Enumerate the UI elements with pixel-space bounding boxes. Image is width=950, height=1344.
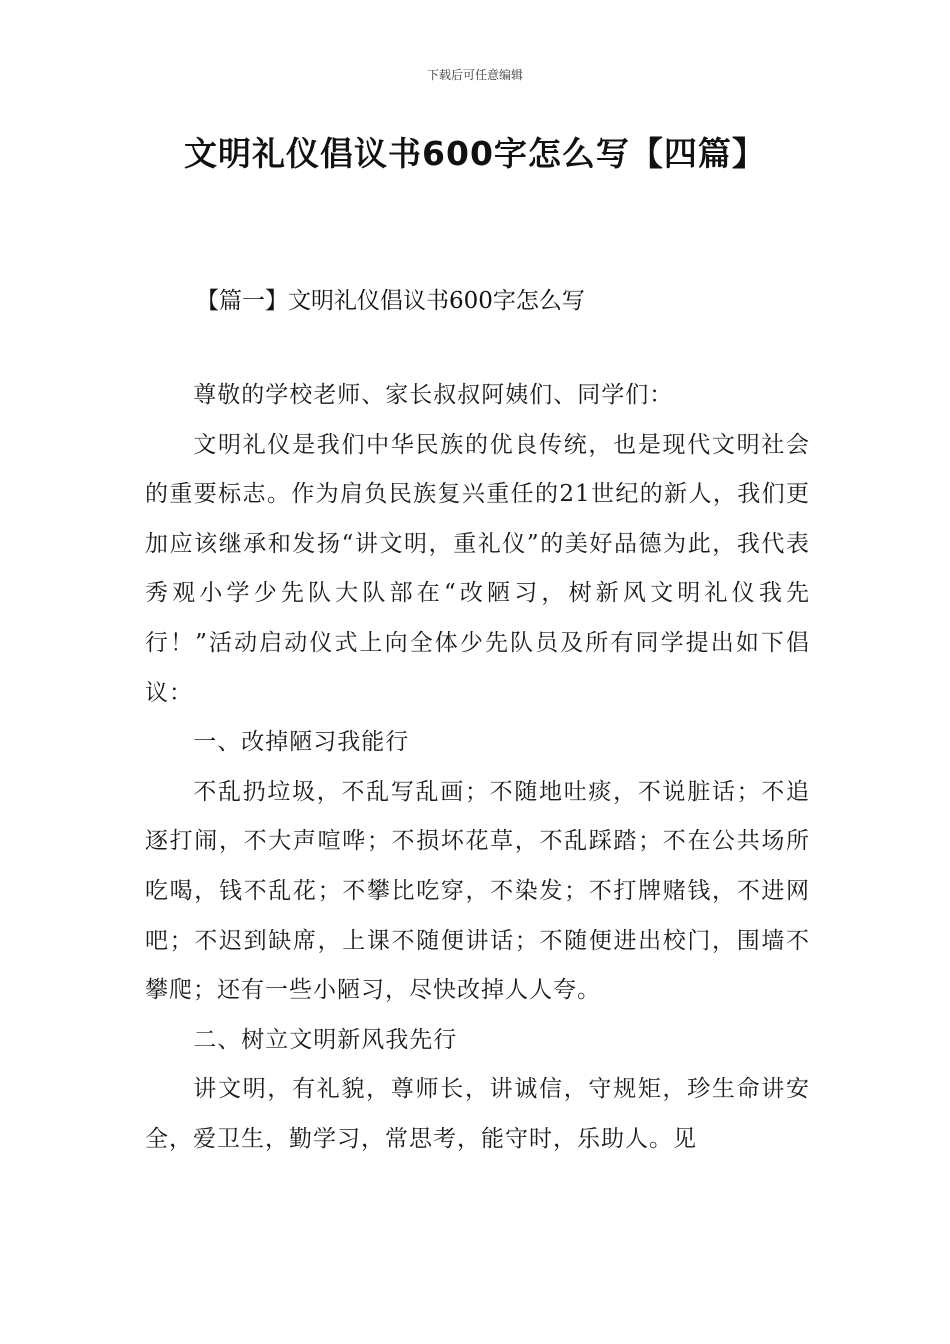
body-paragraph: 文明礼仪是我们中华民族的优良传统，也是现代文明社会的重要标志。作为肩负民族复兴重任的21世纪的新人，我们更加应该继承和发扬“讲文明，重礼仪”的美好品德为此，我代表秀观小学少先队大队部在“改陋习，树新风文明礼仪我先行！”活动启动仪式上向全体少先队员及所有同学提出如下倡议： bbox=[145, 431, 810, 706]
salutation-paragraph: 尊敬的学校老师、家长叔叔阿姨们、同学们： bbox=[193, 382, 674, 408]
document-title: 文明礼仪倡议书600字怎么写【四篇】 bbox=[184, 134, 766, 173]
section-title: 【篇一】文明礼仪倡议书600字怎么写 bbox=[196, 288, 585, 314]
body-paragraph: 讲文明，有礼貌，尊师长，讲诚信，守规矩，珍生命讲安全，爱卫生，勤学习，常思考，能守时，乐助人。见 bbox=[145, 1076, 810, 1152]
body-paragraph: 不乱扔垃圾，不乱写乱画；不随地吐痰，不说脏话；不追逐打闹，不大声喧哗；不损坏花草，不乱踩踏；不在公共场所吃喝，钱不乱花；不攀比吃穿，不染发；不打牌赌钱，不进网吧；不迟到缺席，上课不随便讲话；不随便进出校门，围墙不攀爬；还有一些小陋习，尽快改掉人人夸。 bbox=[145, 778, 810, 1004]
document-body bbox=[145, 371, 810, 1165]
subheading-paragraph: 二、树立文明新风我先行 bbox=[193, 1026, 458, 1053]
subheading-paragraph: 一、改掉陋习我能行 bbox=[193, 729, 410, 756]
page-header-note: 下载后可任意编辑 bbox=[426, 68, 523, 82]
